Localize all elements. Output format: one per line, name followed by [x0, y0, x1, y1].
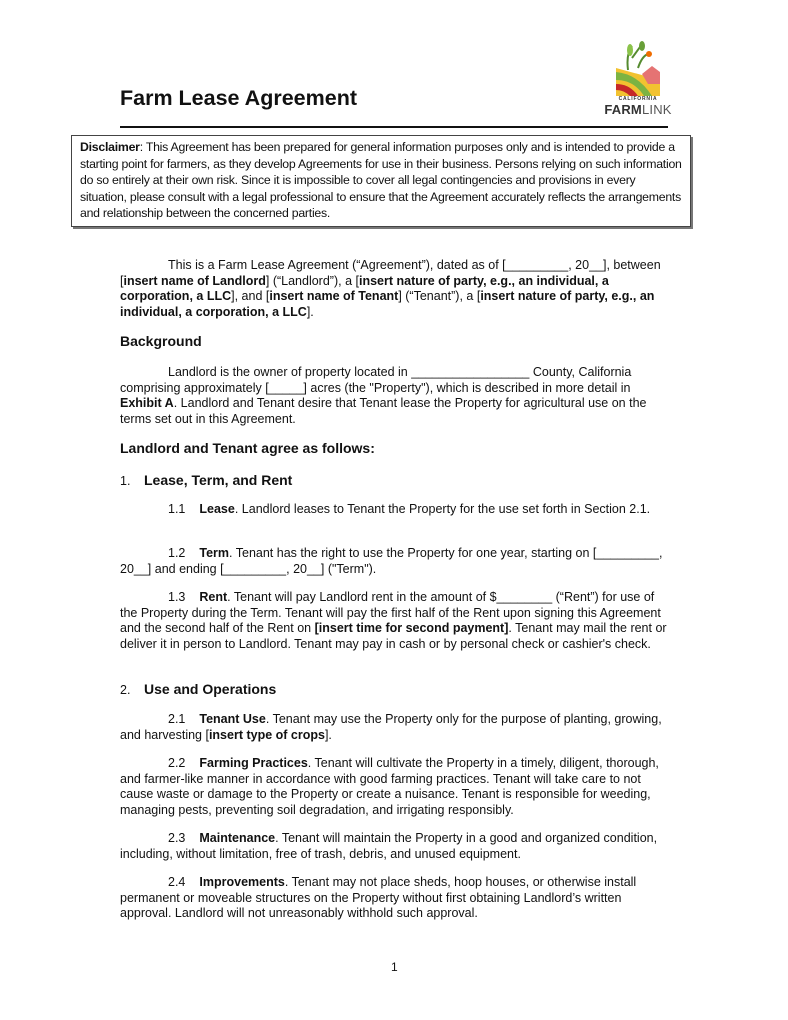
clause-1-3 [120, 590, 668, 652]
bold-text: insert nature of party, e.g., an individual, a corporation, a LLC [120, 273, 609, 304]
text-run: . Landlord leases to Tenant the Property for the use set forth in Section 2.1. [234, 502, 651, 516]
disclaimer-box [71, 135, 691, 227]
section-1-heading [120, 472, 292, 488]
text-run: This is a Farm Lease Agreement (“Agreement”), dated as of [_________, 20__], between [ [120, 258, 661, 288]
text-run: . Tenant may mail the rent or deliver it in person to Landlord. Tenant may pay in cash or by personal check or cashier's check. [120, 621, 667, 651]
page-number: 1 [391, 960, 398, 974]
text-run: : This Agreement has been prepared for general information purposes only and is intended to provide a starting point for farmers, as they develop Agreements for use in their business. Persons relying on such information do so entirely at their own risk. Since it is impossible to cover all legal contingencies and provisions in every situation, please consult with a legal professional to ensure that the Agreement accurately reflects the arrangements and relationship between the concerned parties. [80, 140, 682, 221]
clause-2-1 [120, 712, 668, 743]
bold-text: [insert time for second payment] [314, 621, 509, 636]
bold-text: Tenant Use [199, 712, 266, 726]
text-run: . Tenant has the right to use the Property for one year, starting on [_________, 20__] and ending [_________, 20__] ("Term"). [120, 546, 663, 576]
text-run: ] (“Landlord”), a [ [265, 273, 359, 288]
background-heading: Background [120, 333, 202, 349]
clause-1-2 [120, 546, 668, 577]
logo-link: LINK [641, 102, 672, 117]
clause-number: 2.2 [168, 756, 186, 770]
title-divider [120, 126, 668, 128]
intro-paragraph [120, 258, 668, 320]
section-number: 1. [120, 474, 131, 488]
clause-number: 1.2 [168, 546, 186, 560]
text-run: . Tenant will maintain the Property in a good and organized condition, including, without limitation, free of trash, debris, and unused equipment. [120, 831, 658, 861]
bold-text: insert name of Landlord [123, 273, 266, 288]
text-run: Landlord is the owner of property located in _________________ County, California comprising approximately [_____] acres (the "Property"), which is described in more detail in [120, 365, 632, 395]
bold-text: Exhibit A [120, 396, 174, 411]
bold-text: Lease [199, 502, 235, 516]
text-run: ]. [324, 727, 332, 742]
bold-text: Improvements [199, 875, 285, 889]
section-2-heading [120, 681, 276, 697]
bold-text: insert type of crops [208, 727, 325, 742]
agree-heading: Landlord and Tenant agree as follows: [120, 440, 375, 456]
clause-number: 2.1 [168, 712, 186, 726]
clause-number: 1.1 [168, 502, 186, 516]
section-title: Lease, Term, and Rent [144, 472, 293, 488]
clause-2-3 [120, 831, 668, 862]
clause-1-1 [120, 502, 668, 518]
clause-number: 2.3 [168, 831, 186, 845]
bold-text: Farming Practices [199, 756, 308, 770]
text-run: ] (“Tenant”), a [ [398, 289, 481, 304]
clause-number: 2.4 [168, 875, 186, 889]
bold-text: insert name of Tenant [269, 289, 399, 304]
document-title: Farm Lease Agreement [120, 86, 357, 110]
bold-text: Term [199, 546, 230, 560]
bold-text: Rent [199, 590, 228, 604]
background-paragraph [120, 365, 668, 427]
section-title: Use and Operations [144, 681, 277, 697]
clause-number: 1.3 [168, 590, 186, 604]
text-run: ], and [ [231, 289, 270, 304]
text-run: . Tenant will pay Landlord rent in the amount of $________ (“Rent”) for use of the Property during the Term. Tenant will pay the first half of the Rent upon signing this Agreement and the second half of the Rent on [120, 590, 661, 636]
clause-2-2 [120, 756, 668, 818]
text-run: . Tenant will cultivate the Property in a timely, diligent, thorough, and farmer-like manner in accordance with good farming practices. Tenant will take care to not cause waste or damage to the Property or create a nuisance. Tenant is responsible for weeding, managing pests, preventing soil degradation, and irrigating responsibly. [120, 756, 659, 817]
text-run: . Tenant may not place sheds, hoop houses, or otherwise install permanent or moveable structures on the Property without first obtaining Landlord’s written approval. Landlord will not unreasonably withhold such approval. [120, 875, 637, 921]
text-run: . Landlord and Tenant desire that Tenant lease the Property for agricultural use on the terms set out in this Agreement. [120, 396, 647, 426]
bold-text: Maintenance [199, 831, 276, 845]
logo-california-text: CALIFORNIA [618, 96, 658, 102]
text-run: ]. [306, 304, 314, 319]
logo-farmlink-text [598, 102, 678, 117]
section-number: 2. [120, 683, 131, 697]
text-run: . Tenant may use the Property only for the purpose of planting, growing, and harvesting [ [120, 712, 662, 742]
logo-farm: FARM [604, 102, 642, 117]
bold-text: insert nature of party, e.g., an individual, a corporation, a LLC [120, 289, 655, 319]
bold-text: Disclaimer [80, 140, 140, 154]
clause-2-4 [120, 875, 668, 922]
